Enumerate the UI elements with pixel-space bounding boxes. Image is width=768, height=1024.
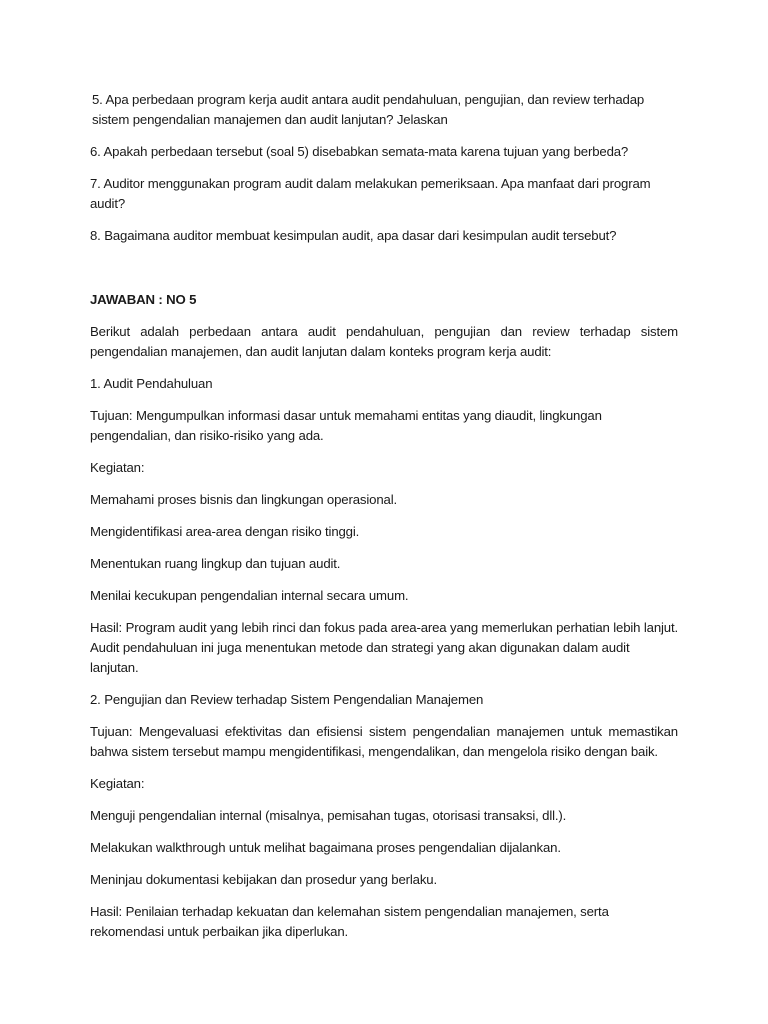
answer-heading: JAWABAN : NO 5	[90, 292, 197, 307]
section-1-tujuan: Tujuan: Mengumpulkan informasi dasar untuk memahami entitas yang diaudit, lingkungan pengendalian, dan risiko-risiko yang ada.	[90, 408, 602, 443]
section-1-activity: Menilai kecukupan pengendalian internal secara umum.	[90, 588, 409, 603]
section-2-activity: Melakukan walkthrough untuk melihat bagaimana proses pengendalian dijalankan.	[90, 840, 561, 855]
section-2-title: 2. Pengujian dan Review terhadap Sistem Pengendalian Manajemen	[90, 692, 484, 707]
section-2-hasil: Hasil: Penilaian terhadap kekuatan dan kelemahan sistem pengendalian manajemen, serta rekomendasi untuk perbaikan jika diperlukan.	[90, 904, 609, 939]
question-8: 8. Bagaimana auditor membuat kesimpulan audit, apa dasar dari kesimpulan audit tersebut?	[90, 228, 617, 243]
section-2-activity: Menguji pengendalian internal (misalnya, pemisahan tugas, otorisasi transaksi, dll.).	[90, 808, 567, 823]
section-1-activity: Mengidentifikasi area-area dengan risiko tinggi.	[90, 524, 360, 539]
section-2-kegiatan-label: Kegiatan:	[90, 776, 145, 791]
question-5-line-2: sistem pengendalian manajemen dan audit lanjutan? Jelaskan	[92, 112, 448, 127]
section-2-tujuan: Tujuan: Mengevaluasi efektivitas dan efisiensi sistem pengendalian manajemen untuk memastikan bahwa sistem tersebut mampu mengidentifikasi, mengendalikan, dan mengelola risiko dengan baik.	[90, 724, 678, 759]
section-2-activity: Meninjau dokumentasi kebijakan dan prosedur yang berlaku.	[90, 872, 438, 887]
section-1-hasil: Hasil: Program audit yang lebih rinci dan fokus pada area-area yang memerlukan perhatian lebih lanjut. Audit pendahuluan ini juga menentukan metode dan strategi yang akan digunakan dalam audit lanjutan.	[90, 620, 679, 675]
document-page	[90, 90, 678, 954]
answer-intro: Berikut adalah perbedaan antara audit pendahuluan, pengujian dan review terhadap sistem pengendalian manajemen, dan audit lanjutan dalam konteks program kerja audit:	[90, 324, 678, 359]
question-7: 7. Auditor menggunakan program audit dalam melakukan pemeriksaan. Apa manfaat dari program audit?	[90, 176, 651, 211]
section-1-activity: Menentukan ruang lingkup dan tujuan audit.	[90, 556, 341, 571]
section-1-title: 1. Audit Pendahuluan	[90, 376, 213, 391]
section-1-kegiatan-label: Kegiatan:	[90, 460, 145, 475]
section-1-activity: Memahami proses bisnis dan lingkungan operasional.	[90, 492, 397, 507]
question-5-line-1: 5. Apa perbedaan program kerja audit antara audit pendahuluan, pengujian, dan review terhadap	[92, 92, 645, 107]
question-5	[90, 90, 678, 130]
question-6: 6. Apakah perbedaan tersebut (soal 5) disebabkan semata-mata karena tujuan yang berbeda?	[90, 144, 629, 159]
